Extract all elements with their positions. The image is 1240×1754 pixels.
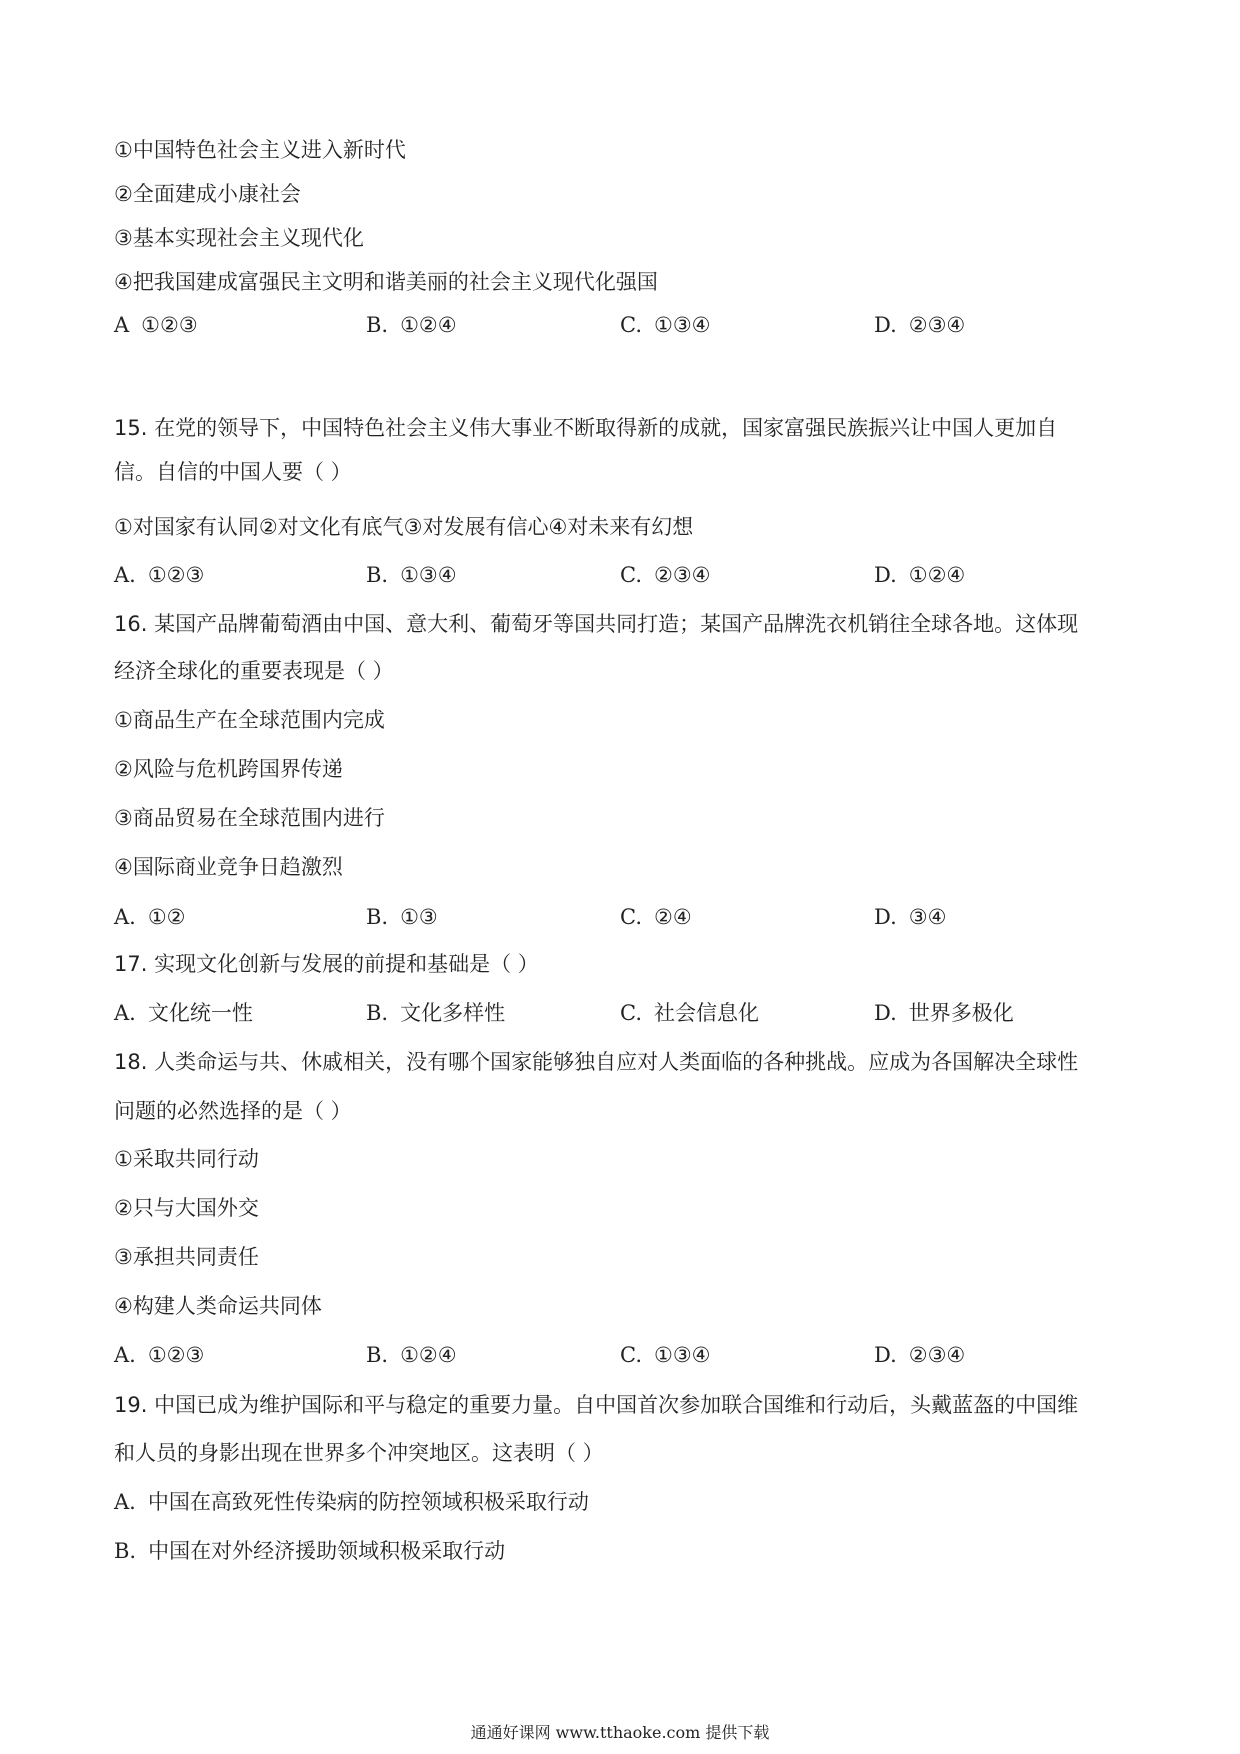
option-letter: D. [874,313,897,337]
q15-items: ①对国家有认同②对文化有底气③对发展有信心④对未来有幻想 [114,515,694,539]
q19-stem-line-2: 和人员的身影出现在世界多个冲突地区。这表明（ ） [114,1441,604,1465]
q14-item-3: ③基本实现社会主义现代化 [114,226,364,250]
option-letter: B. [366,1001,389,1025]
option-text: ①②③ [141,313,198,337]
option-letter: A. [114,563,136,587]
q19-option-a [114,1488,589,1516]
q15-option-d [874,561,965,589]
option-letter: A. [114,1343,136,1367]
option-text: 文化统一性 [147,1001,253,1025]
q18-stem-line-1: 18. 人类命运与共、休戚相关，没有哪个国家能够独自应对人类面临的各种挑战。应成为各国解决全球性 [114,1050,1079,1074]
q14-option-a [114,311,198,339]
option-letter: D. [874,905,897,929]
option-letter: A. [114,1001,136,1025]
q14-option-b [366,311,457,339]
option-letter: A. [114,1490,136,1514]
option-text: 文化多样性 [400,1001,506,1025]
q18-option-d [874,1341,965,1369]
option-text: ①②④ [400,313,457,337]
q19-stem-line-1: 19. 中国已成为维护国际和平与稳定的重要力量。自中国首次参加联合国维和行动后，头戴蓝盔的中国维 [114,1393,1079,1417]
q16-item-2: ②风险与危机跨国界传递 [114,757,343,781]
q18-option-a [114,1341,204,1369]
q15-stem-line-1: 15. 在党的领导下，中国特色社会主义伟大事业不断取得新的成就，国家富强民族振兴让中国人更加自 [114,416,1058,440]
option-letter: B. [366,905,389,929]
option-text: ②③④ [908,1343,966,1367]
option-text: ①③④ [654,313,711,337]
q18-item-2: ②只与大国外交 [114,1196,259,1220]
option-text: 世界多极化 [908,1001,1014,1025]
q15-stem-line-2: 信。自信的中国人要（ ） [114,460,352,484]
option-letter: A [114,313,130,337]
option-text: ②③④ [654,563,711,587]
q17-option-c [620,999,759,1027]
q16-item-3: ③商品贸易在全球范围内进行 [114,806,385,830]
q16-option-a [114,903,186,931]
option-text: ①②③ [147,1343,205,1367]
q18-item-3: ③承担共同责任 [114,1245,259,1269]
option-text: ①③④ [400,563,457,587]
option-letter: B. [366,1343,389,1367]
q16-stem-line-1: 16. 某国产品牌葡萄酒由中国、意大利、葡萄牙等国共同打造；某国产品牌洗衣机销往全球各地。这体现 [114,612,1079,636]
option-text: ①③ [400,905,438,929]
q18-option-b [366,1341,457,1369]
option-text: 社会信息化 [654,1001,759,1025]
q18-item-1: ①采取共同行动 [114,1147,259,1171]
option-letter: D. [874,563,897,587]
q16-option-c [620,903,692,931]
q17-option-d [874,999,1014,1027]
option-letter: B. [366,313,389,337]
q14-item-4: ④把我国建成富强民主文明和谐美丽的社会主义现代化强国 [114,270,658,294]
q14-option-c [620,311,710,339]
option-text: ②④ [654,905,692,929]
q18-option-c [620,1341,710,1369]
option-letter: B. [366,563,389,587]
q19-option-b [114,1537,505,1565]
page-footer: 通通好课网 www.tthaoke.com 提供下载 [470,1723,770,1742]
q15-option-b [366,561,457,589]
q16-option-d [874,903,946,931]
q16-option-b [366,903,438,931]
q18-item-4: ④构建人类命运共同体 [114,1294,322,1318]
q15-option-c [620,561,710,589]
option-text: ①③④ [654,1343,711,1367]
option-letter: C. [620,563,642,587]
option-text: ①②③ [147,563,205,587]
option-text: ①②④ [400,1343,457,1367]
option-letter: C. [620,905,642,929]
q17-stem: 17. 实现文化创新与发展的前提和基础是（ ） [114,952,539,976]
q16-item-1: ①商品生产在全球范围内完成 [114,708,385,732]
q17-option-a [114,999,253,1027]
option-letter: D. [874,1343,897,1367]
q18-stem-line-2: 问题的必然选择的是（ ） [114,1099,352,1123]
option-text: 中国在高致死性传染病的防控领域积极采取行动 [147,1490,589,1514]
q14-option-d [874,311,965,339]
q16-item-4: ④国际商业竞争日趋激烈 [114,855,343,879]
option-letter: A. [114,905,136,929]
option-text: ①② [147,905,186,929]
option-letter: B. [114,1539,137,1563]
q15-option-a [114,561,204,589]
q14-item-1: ①中国特色社会主义进入新时代 [114,138,406,162]
q16-stem-line-2: 经济全球化的重要表现是（ ） [114,659,394,683]
option-letter: C. [620,1001,642,1025]
option-text: ③④ [908,905,947,929]
q14-item-2: ②全面建成小康社会 [114,182,301,206]
option-letter: C. [620,313,642,337]
q17-option-b [366,999,505,1027]
option-text: ①②④ [908,563,966,587]
option-letter: D. [874,1001,897,1025]
option-text: ②③④ [908,313,966,337]
option-text: 中国在对外经济援助领域积极采取行动 [148,1539,506,1563]
option-letter: C. [620,1343,642,1367]
